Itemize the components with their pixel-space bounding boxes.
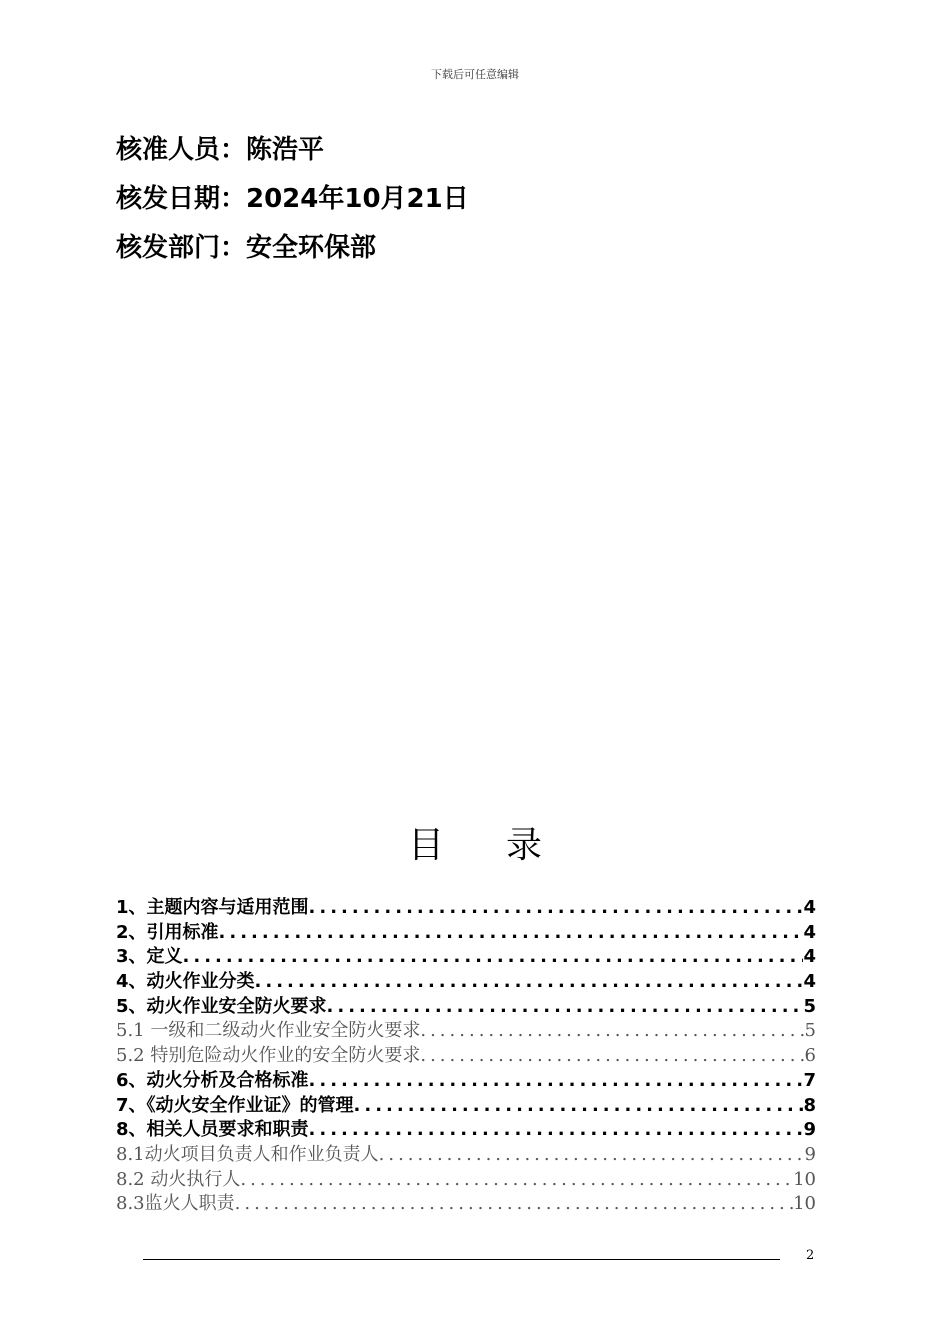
toc-entry-page: 8 — [803, 1094, 816, 1116]
toc-entry-label: 8.2 动火执行人 — [116, 1168, 241, 1190]
toc-entry-label: 4、动火作业分类 — [116, 971, 255, 993]
toc-leader-dots — [327, 995, 804, 1020]
toc-entry-label: 8.3监火人职责 — [116, 1193, 235, 1215]
toc-leader-dots — [309, 896, 804, 921]
toc-entry-page: 4 — [803, 921, 816, 943]
toc-entry-label: 5.1 一级和二级动火作业安全防火要求 — [116, 1020, 421, 1042]
toc-leader-dots — [420, 1019, 804, 1044]
toc-entry-label: 2、引用标准 — [116, 921, 219, 943]
toc-entry-label: 6、动火分析及合格标准 — [116, 1069, 309, 1091]
toc-entry-page: 4 — [803, 897, 816, 918]
toc-entry[interactable] — [116, 970, 816, 995]
table-of-contents — [116, 896, 816, 1217]
toc-leader-dots — [309, 1118, 804, 1143]
toc-entry-label: 5.2 特别危险动火作业的安全防火要求 — [116, 1045, 421, 1067]
toc-entry-label: 1、主题内容与适用范围 — [116, 897, 309, 918]
toc-entry-label: 3、定义 — [116, 946, 183, 968]
toc-entry[interactable] — [116, 1069, 816, 1094]
toc-entry[interactable] — [116, 1019, 816, 1044]
toc-entry-page: 10 — [793, 1193, 816, 1215]
toc-entry[interactable] — [116, 995, 816, 1020]
toc-entry-page: 9 — [804, 1143, 816, 1165]
toc-leader-dots — [235, 1192, 793, 1217]
toc-entry[interactable] — [116, 1143, 816, 1168]
toc-entry[interactable] — [116, 896, 816, 921]
toc-title: 目录 — [407, 825, 604, 866]
issuing-dept-line: 核发部门：安全环保部 — [116, 233, 377, 263]
toc-entry[interactable] — [116, 921, 816, 946]
toc-leader-dots — [240, 1168, 793, 1193]
toc-entry[interactable] — [116, 1044, 816, 1069]
page-number: 2 — [806, 1248, 815, 1263]
toc-leader-dots — [219, 921, 804, 946]
toc-entry-page: 7 — [803, 1069, 816, 1091]
approver-line: 核准人员：陈浩平 — [116, 135, 325, 165]
toc-entry[interactable] — [116, 1118, 816, 1143]
toc-leader-dots — [379, 1143, 805, 1168]
issue-date-line: 核发日期：2024年10月21日 — [116, 184, 469, 214]
toc-leader-dots — [420, 1044, 804, 1069]
toc-entry-page: 9 — [803, 1119, 816, 1141]
toc-entry-label: 8.1动火项目负责人和作业负责人 — [116, 1143, 379, 1165]
toc-entry-page: 4 — [803, 971, 816, 993]
toc-entry-page: 6 — [804, 1045, 816, 1067]
toc-entry-page: 5 — [803, 995, 816, 1017]
toc-entry[interactable] — [116, 1192, 816, 1217]
toc-entry-label: 5、动火作业安全防火要求 — [116, 995, 327, 1017]
toc-entry[interactable] — [116, 945, 816, 970]
footer-divider — [143, 1259, 780, 1260]
toc-leader-dots — [255, 970, 804, 995]
toc-entry[interactable] — [116, 1094, 816, 1119]
toc-leader-dots — [309, 1069, 804, 1094]
toc-entry-page: 10 — [793, 1168, 816, 1190]
toc-leader-dots — [183, 945, 804, 970]
toc-entry-page: 4 — [803, 946, 816, 968]
header-note: 下载后可任意编辑 — [431, 68, 519, 81]
toc-leader-dots — [354, 1094, 804, 1119]
toc-entry-label: 7、《动火安全作业证》的管理 — [116, 1094, 354, 1116]
toc-entry-label: 8、相关人员要求和职责 — [116, 1119, 309, 1141]
toc-entry[interactable] — [116, 1168, 816, 1193]
toc-entry-page: 5 — [804, 1020, 816, 1042]
